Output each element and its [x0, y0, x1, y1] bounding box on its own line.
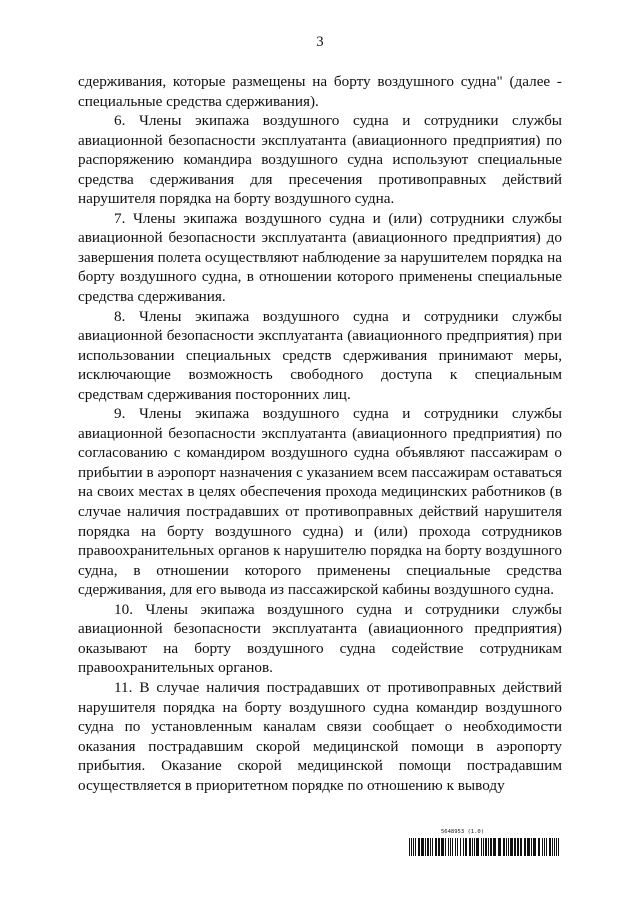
document-body [78, 72, 562, 795]
barcode-icon [409, 838, 559, 856]
paragraph-10: 10. Члены экипажа воздушного судна и сотрудники службы авиационной безопасности эксплуатанта (авиационного предприятия) оказывают на борту воздушного судна содействие сотрудникам правоохранительных органов. [78, 600, 562, 677]
paragraph-11: 11. В случае наличия пострадавших от противоправных действий нарушителя порядка на борту воздушного судна командир воздушного судна по установленным каналам связи сообщает о необходимости оказания пострадавшим скорой медицинской помощи в аэропорту прибытия. Оказание скорой медицинской помощи пострадавшим осуществляется в приоритетном порядке по отношению к выводу [78, 678, 562, 794]
paragraph-9: 9. Члены экипажа воздушного судна и сотрудники службы авиационной безопасности эксплуатанта (авиационного предприятия) по согласованию с командиром воздушного судна объявляют пассажирам о прибытии в аэропорт назначения с указанием всем пассажирам оставаться на своих местах в целях обеспечения прохода медицинских работников (в случае наличия пострадавших от противоправных действий нарушителя порядка на борту воздушного судна) и (или) прохода сотрудников правоохранительных органов к нарушителю порядка на борту воздушного судна, в отношении которого применены специальные средства сдерживания, для его вывода из пассажирской кабины воздушного судна. [78, 405, 562, 599]
page-number: 3 [316, 34, 324, 50]
paragraph-7: 7. Члены экипажа воздушного судна и (или) сотрудники службы авиационной безопасности эксплуатанта (авиационного предприятия) до завершения полета осуществляют наблюдение за нарушителем порядка на борту воздушного судна, в отношении которого применены специальные средства сдерживания. [78, 209, 562, 306]
paragraph-continuation: сдерживания, которые размещены на борту воздушного судна" (далее - специальные средства сдерживания). [78, 73, 562, 110]
barcode-label: 5648953 (1.0) [441, 829, 485, 835]
document-barcode [409, 829, 559, 859]
paragraph-8: 8. Члены экипажа воздушного судна и сотрудники службы авиационной безопасности эксплуатанта (авиационного предприятия) при использовании специальных средств сдерживания принимают меры, исключающие возможность свободного доступа к специальным средствам сдерживания посторонних лиц. [78, 307, 562, 403]
paragraph-6: 6. Члены экипажа воздушного судна и сотрудники службы авиационной безопасности эксплуатанта (авиационного предприятия) по распоряжению командира воздушного судна используют специальные средства сдерживания для пресечения противоправных действий нарушителя порядка на борту воздушного судна. [78, 112, 562, 208]
